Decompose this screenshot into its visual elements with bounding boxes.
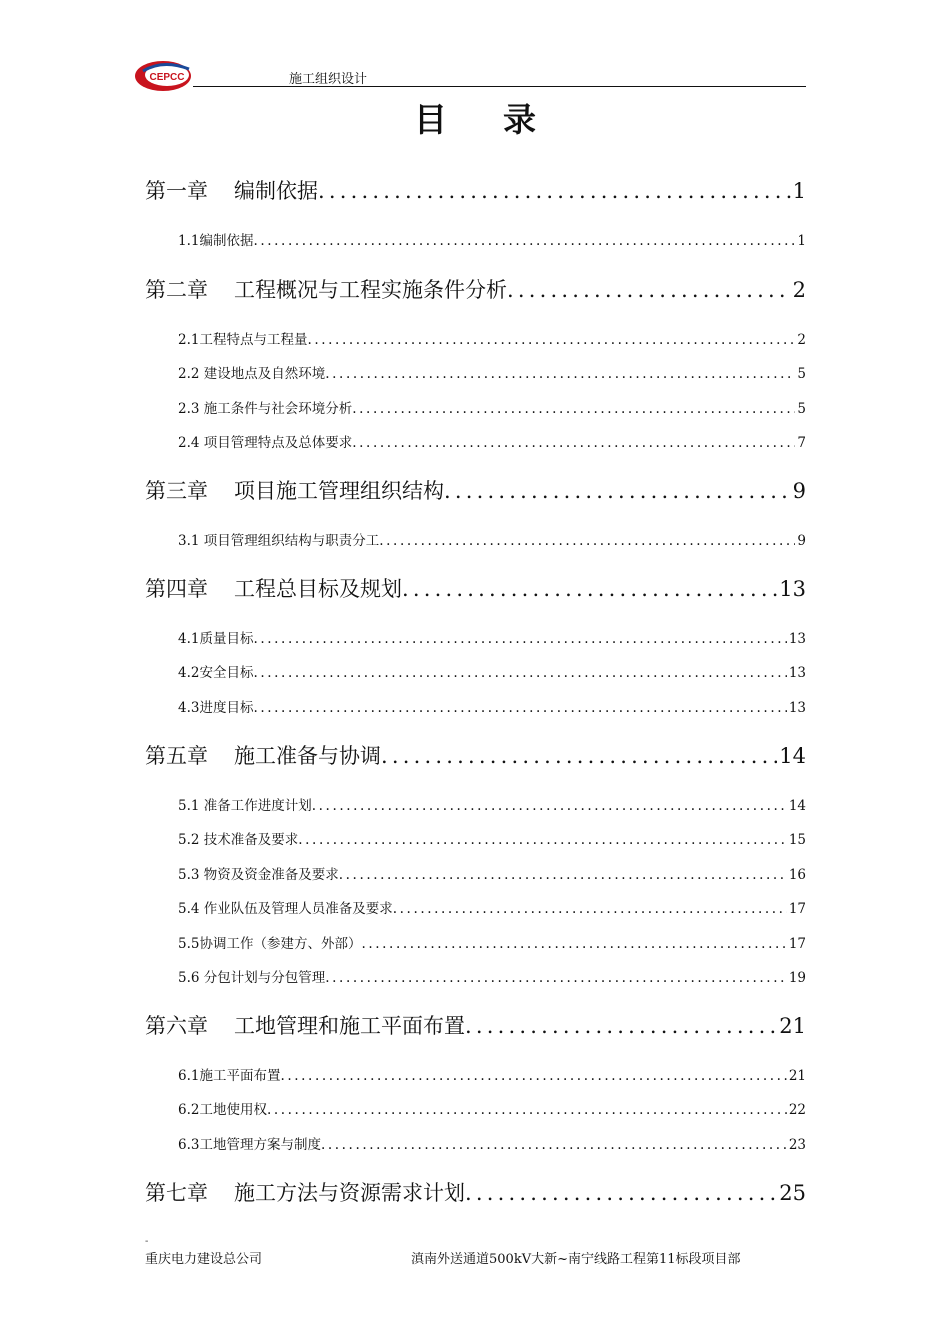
toc-section-entry[interactable] [178,627,806,647]
toc-page-number: 7 [797,435,806,451]
toc-entry-title: 6.3工地管理方案与制度 [178,1137,321,1153]
toc-chapter-entry[interactable] [145,740,806,770]
toc-page-number: 14 [779,744,806,768]
toc-section-entry[interactable] [178,431,806,451]
toc-page-number: 13 [788,700,806,716]
toc-entry-label [178,897,393,917]
toc-page-number: 13 [779,577,806,601]
toc-leader-dots [253,233,795,249]
toc-page-number: 22 [788,1102,806,1118]
toc-leader-dots [444,479,791,503]
toc-entry-label [178,529,379,549]
footer-company: 重庆电力建设总公司 [145,1252,263,1267]
toc-entry-label [178,863,339,883]
toc-entry-label [178,1064,280,1084]
toc-leader-dots [253,665,786,681]
toc-leader-dots [312,798,787,814]
toc-entry-label [178,1098,267,1118]
toc-chapter-entry[interactable] [145,274,806,304]
toc-section-entry[interactable] [178,828,806,848]
toc-page-number: 19 [788,970,806,986]
toc-chapter-number: 第二章 [145,278,208,302]
toc-entry-label [178,932,361,952]
toc-leader-dots [321,1137,787,1153]
toc-entry-label [178,1133,321,1153]
toc-leader-dots [465,1014,777,1038]
toc-entry-label [178,966,325,986]
toc-page-number: 9 [792,479,806,503]
toc-page-number: 21 [779,1014,806,1038]
toc-entry-title: 6.1施工平面布置 [178,1068,281,1084]
toc-section-entry[interactable] [178,328,806,348]
toc-entry-title: 项目施工管理组织结构 [234,479,444,503]
toc-chapter-entry[interactable] [145,1010,806,1040]
toc-page-number: 2 [792,278,806,302]
toc-entry-label [145,740,381,770]
toc-page-number: 17 [788,901,806,917]
toc-chapter-entry[interactable] [145,573,806,603]
toc-section-entry[interactable] [178,897,806,917]
toc-entry-label [178,627,253,647]
toc-section-entry[interactable] [178,863,806,883]
toc-entry-title: 2.3 施工条件与社会环境分析 [178,401,353,417]
toc-entry-title: 5.2 技术准备及要求 [178,832,299,848]
header-divider [193,86,806,87]
footer-project: 滇南外送通道500kV大新~南宁线路工程第11标段项目部 [411,1252,741,1267]
toc-entry-title: 4.3进度目标 [178,700,254,716]
toc-section-entry[interactable] [178,397,806,417]
toc-leader-dots [280,1068,786,1084]
toc-entry-label [145,1010,465,1040]
page-title: 目录 [414,100,592,139]
toc-leader-dots [339,867,787,883]
toc-entry-title: 施工方法与资源需求计划 [234,1181,465,1205]
toc-chapter-number: 第四章 [145,577,208,601]
toc-entry-title: 1.1编制依据 [178,233,254,249]
toc-section-entry[interactable] [178,1098,806,1118]
toc-section-entry[interactable] [178,794,806,814]
header-title: 施工组织设计 [289,72,368,87]
toc-entry-label [145,573,402,603]
company-logo [133,59,193,93]
toc-page-number: 25 [779,1181,806,1205]
toc-entry-title: 2.1工程特点与工程量 [178,332,308,348]
toc-entry-title: 6.2工地使用权 [178,1102,267,1118]
toc-section-entry[interactable] [178,966,806,986]
toc-leader-dots [325,970,787,986]
toc-page-number: 9 [797,533,806,549]
toc-page-number: 13 [788,665,806,681]
toc-page-number: 21 [788,1068,806,1084]
toc-entry-label [145,1177,465,1207]
toc-leader-dots [352,401,795,417]
toc-leader-dots [307,332,795,348]
toc-entry-title: 5.4 作业队伍及管理人员准备及要求 [178,901,393,917]
toc-entry-label [145,475,444,505]
toc-chapter-number: 第六章 [145,1014,208,1038]
toc-entry-label [178,397,352,417]
toc-leader-dots [352,435,795,451]
toc-entry-title: 5.1 准备工作进度计划 [178,798,312,814]
toc-entry-label [178,229,253,249]
toc-entry-label [178,431,352,451]
toc-chapter-number: 第三章 [145,479,208,503]
toc-entry-title: 5.3 物资及资金准备及要求 [178,867,339,883]
toc-page-number: 14 [788,798,806,814]
toc-chapter-number: 第五章 [145,744,208,768]
toc-leader-dots [267,1102,787,1118]
toc-page-number: 5 [797,366,806,382]
toc-page-number: 1 [797,233,806,249]
toc-page-number: 1 [792,179,806,203]
toc-page-number: 17 [788,936,806,952]
toc-chapter-entry[interactable] [145,475,806,505]
toc-section-entry[interactable] [178,1064,806,1084]
toc-entry-label [178,328,307,348]
toc-chapter-entry[interactable] [145,175,806,205]
toc-section-entry[interactable] [178,229,806,249]
toc-entry-title: 2.2 建设地点及自然环境 [178,366,326,382]
toc-entry-title: 施工准备与协调 [234,744,381,768]
toc-chapter-number: 第一章 [145,179,208,203]
logo-text: CEPCC [149,72,185,83]
toc-leader-dots [253,700,786,716]
toc-entry-title: 5.6 分包计划与分包管理 [178,970,326,986]
toc-page-number: 5 [797,401,806,417]
toc-leader-dots [253,631,786,647]
toc-page-number: 13 [788,631,806,647]
toc-leader-dots [318,179,791,203]
toc-entry-label [145,175,318,205]
toc-chapter-entry[interactable] [145,1177,806,1207]
toc-section-entry[interactable] [178,696,806,716]
toc-entry-label [145,274,507,304]
toc-entry-label [178,828,298,848]
toc-leader-dots [465,1181,777,1205]
toc-leader-dots [379,533,795,549]
footer-mark: - [145,1236,149,1247]
toc-entry-label [178,661,253,681]
toc-leader-dots [393,901,787,917]
toc-leader-dots [325,366,795,382]
toc-leader-dots [402,577,777,601]
toc-page-number: 2 [797,332,806,348]
toc-section-entry[interactable] [178,529,806,549]
toc-entry-label [178,696,253,716]
toc-section-entry[interactable] [178,1133,806,1153]
toc-entry-label [178,362,325,382]
toc-entry-title: 2.4 项目管理特点及总体要求 [178,435,353,451]
toc-entry-label [178,794,312,814]
toc-section-entry[interactable] [178,362,806,382]
toc-entry-title: 工程总目标及规划 [234,577,402,601]
toc-page-number: 16 [788,867,806,883]
toc-leader-dots [361,936,786,952]
toc-page-number: 23 [788,1137,806,1153]
toc-section-entry[interactable] [178,661,806,681]
toc-entry-title: 工程概况与工程实施条件分析 [234,278,507,302]
toc-entry-title: 编制依据 [234,179,318,203]
toc-entry-title: 3.1 项目管理组织结构与职责分工 [178,533,380,549]
toc-leader-dots [298,832,787,848]
toc-entry-title: 工地管理和施工平面布置 [234,1014,465,1038]
toc-chapter-number: 第七章 [145,1181,208,1205]
toc-section-entry[interactable] [178,932,806,952]
toc-page-number: 15 [788,832,806,848]
toc-leader-dots [507,278,791,302]
toc-leader-dots [381,744,777,768]
toc-entry-title: 4.1质量目标 [178,631,254,647]
toc-entry-title: 5.5协调工作（参建方、外部） [178,936,362,952]
toc-entry-title: 4.2安全目标 [178,665,254,681]
